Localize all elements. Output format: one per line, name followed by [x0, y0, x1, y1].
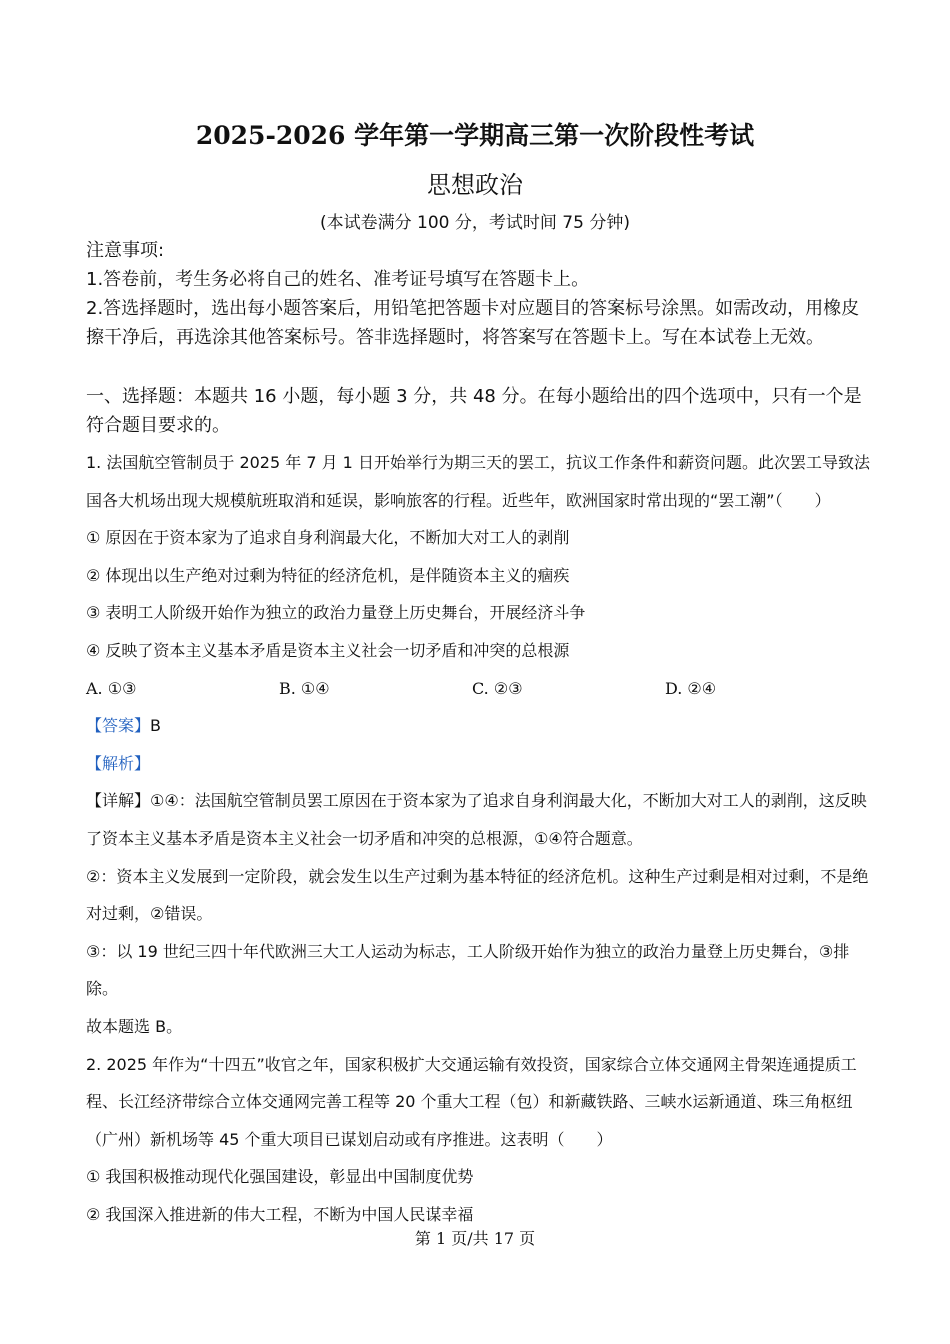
- question-1-stem: 1. 法国航空管制员于 2025 年 7 月 1 日开始举行为期三天的罢工，抗议工作条件和薪资问题。此次罢工导致法国各大机场出现大规模航班取消和延误，影响旅客的行程。近些年，欧洲国家时常出现的“罢工潮”（ ）: [86, 453, 870, 510]
- analysis-line: [86, 745, 876, 783]
- question-area: [86, 444, 876, 1233]
- detail-text: ①④：法国航空管制员罢工原因在于资本家为了追求自身利润最大化，不断加大对工人的剥削，这反映了资本主义基本矛盾是资本主义社会一切矛盾和冲突的总根源，①④符合题意。: [86, 791, 867, 848]
- detail-line: [86, 782, 876, 857]
- question-1-item: ④ 反映了资本主义基本矛盾是资本主义社会一切矛盾和冲突的总根源: [86, 640, 570, 660]
- option-d: D. ②④: [665, 678, 717, 698]
- question-2-item: ② 我国深入推进新的伟大工程，不断为中国人民谋幸福: [86, 1204, 474, 1224]
- option-b: B. ①④: [279, 678, 330, 698]
- detail-text: ②：资本主义发展到一定阶段，就会发生以生产过剩为基本特征的经济危机。这种生产过剩是相对过剩，不是绝对过剩，②错误。: [86, 866, 869, 924]
- question-1-options: [86, 670, 876, 708]
- detail-label: 【详解】: [86, 791, 151, 811]
- section-text: 一、选择题：本题共 16 小题，每小题 3 分，共 48 分。在每小题给出的四个选项中，只有一个是符合题目要求的。: [86, 386, 862, 436]
- question-2-stem: 2. 2025 年作为“十四五”收官之年，国家积极扩大交通运输有效投资，国家综合立体交通网主骨架连通提质工程、长江经济带综合立体交通网完善工程等 20 个重大工程（包）和新藏铁路、三峡水运新通道、珠三角枢纽（广州）新机场等 45 个重大项目已谋划启动或有序推进。这表明（ ）: [86, 1054, 857, 1149]
- notice-section: [86, 236, 866, 352]
- question-1-item: ① 原因在于资本家为了追求自身利润最大化，不断加大对工人的剥削: [86, 528, 570, 548]
- subject-title: 思想政治: [427, 171, 523, 199]
- analysis-label: 【解析】: [86, 753, 151, 773]
- conclusion-text: 故本题选 B。: [86, 1016, 183, 1036]
- exam-title: 2025-2026 学年第一学期高三第一次阶段性考试: [195, 121, 755, 150]
- answer-value: B: [150, 716, 161, 736]
- detail-text: ③：以 19 世纪三四十年代欧洲三大工人运动为标志，工人阶级开始作为独立的政治力量登上历史舞台，③排除。: [86, 941, 850, 999]
- question-2-item: ① 我国积极推动现代化强国建设，彰显出中国制度优势: [86, 1167, 474, 1187]
- notice-heading: 注意事项:: [86, 240, 165, 261]
- page-number: 第 1 页/共 17 页: [414, 1229, 536, 1248]
- question-1-item: ③ 表明工人阶级开始作为独立的政治力量登上历史舞台，开展经济斗争: [86, 603, 586, 623]
- section-heading: [86, 382, 866, 440]
- question-1-item: ② 体现出以生产绝对过剩为特征的经济危机，是伴随资本主义的痼疾: [86, 565, 570, 585]
- answer-line: [86, 707, 876, 745]
- option-c: C. ②③: [472, 678, 523, 698]
- notice-item: 1.答卷前，考生务必将自己的姓名、准考证号填写在答题卡上。: [86, 269, 590, 290]
- notice-item: 2.答选择题时，选出每小题答案后，用铅笔把答题卡对应题目的答案标号涂黑。如需改动，用橡皮擦干净后，再选涂其他答案标号。答非选择题时，将答案写在答题卡上。写在本试卷上无效。: [86, 298, 860, 348]
- exam-note: (本试卷满分 100 分，考试时间 75 分钟): [320, 213, 630, 233]
- option-a: A. ①③: [86, 678, 137, 698]
- answer-label: 【答案】: [86, 716, 151, 736]
